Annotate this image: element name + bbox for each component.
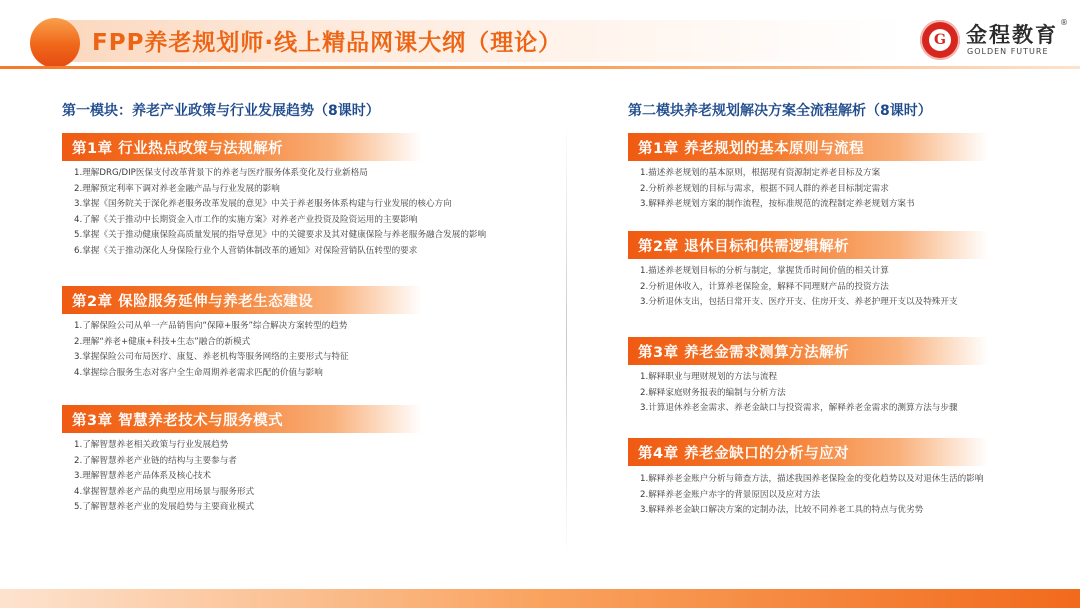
module2-chapter3-list (640, 370, 958, 417)
list-item: 2.解释家庭财务报表的编制与分析方法 (640, 387, 786, 398)
footer-band (0, 589, 1080, 608)
list-item: 2.分析养老规划的目标与需求，根据不同人群的养老目标制定需求 (640, 183, 889, 194)
column-divider (566, 120, 567, 560)
module2-chapter2-header (628, 231, 988, 259)
chapter-title: 第1章 行业热点政策与法规解析 (72, 141, 284, 157)
module1-chapter3-list (74, 438, 254, 516)
module2-chapter2-list (640, 264, 958, 311)
registered-mark: ® (1060, 18, 1068, 27)
module1-chapter1-list (74, 166, 486, 260)
list-item: 3.计算退休养老金需求、养老金缺口与投资需求，解释养老金需求的测算方法与步骤 (640, 403, 958, 414)
brand-seal-icon (920, 20, 960, 60)
module1-chapter2-list (74, 319, 349, 381)
list-item: 5.掌握《关于推动健康保险高质量发展的指导意见》中的关键要求及其对健康保险与养老服务融合发展的影响 (74, 230, 487, 241)
list-item: 1.了解保险公司从单一产品销售向“保障+服务”综合解决方案转型的趋势 (74, 321, 348, 331)
list-item: 3.理解智慧养老产品体系及核心技术 (74, 471, 212, 482)
list-item: 1.描述养老规划目标的分析与制定，掌握货币时间价值的相关计算 (640, 266, 889, 276)
list-item: 2.解释养老金账户赤字的背景原因以及应对方法 (640, 489, 821, 500)
list-item: 3.解释养老规划方案的制作流程，按标准规范的流程制定养老规划方案书 (640, 199, 915, 210)
list-item: 2.理解“养老+健康+科技+生态”融合的新模式 (74, 336, 251, 347)
list-item: 2.了解智慧养老产业链的结构与主要参与者 (74, 455, 237, 466)
page-title: FPP养老规划师·线上精品网课大纲（理论） (92, 30, 563, 56)
module1-chapter3-header (62, 405, 422, 433)
list-item: 1.描述养老规划的基本原则，根据现有资源制定养老目标及方案 (640, 168, 881, 178)
list-item: 1.解释职业与理财规划的方法与流程 (640, 372, 778, 382)
list-item: 3.掌握《国务院关于深化养老服务改革发展的意见》中关于养老服务体系构建与行业发展的核心方向 (74, 199, 452, 210)
module2-chapter4-header (628, 438, 988, 466)
list-item: 3.分析退休支出，包括日常开支、医疗开支、住房开支、养老护理开支以及特殊开支 (640, 297, 958, 308)
module1-chapter1-header (62, 133, 422, 161)
list-item: 6.掌握《关于推动深化人身保险行业个人营销体制改革的通知》对保险营销队伍转型的要求 (74, 245, 418, 256)
list-item: 3.解释养老金缺口解决方案的定制办法，比较不同养老工具的特点与优劣势 (640, 505, 924, 516)
brand-name-cn: 金程教育 (966, 23, 1058, 47)
chapter-title: 第3章 智慧养老技术与服务模式 (72, 413, 284, 429)
list-item: 1.理解DRG/DIP医保支付改革背景下的养老与医疗服务体系变化及行业新格局 (74, 168, 368, 178)
chapter-title: 第4章 养老金缺口的分析与应对 (638, 446, 850, 462)
header-divider (0, 66, 1080, 69)
chapter-title: 第3章 养老金需求测算方法解析 (638, 345, 850, 361)
list-item: 1.了解智慧养老相关政策与行业发展趋势 (74, 440, 229, 450)
list-item: 1.解释养老金账户分析与筛查方法，描述我国养老保险金的变化趋势以及对退休生活的影响 (640, 474, 984, 484)
module2-chapter1-list (640, 166, 915, 213)
brand-logo (920, 18, 1070, 62)
list-item: 2.分析退休收入，计算养老保险金，解释不同理财产品的投资方法 (640, 281, 889, 292)
brand-seal-mark: G (929, 29, 951, 51)
list-item: 4.了解《关于推动中长期资金入市工作的实施方案》对养老产业投资及险资运用的主要影响 (74, 214, 418, 225)
module1-chapter2-header (62, 286, 422, 314)
chapter-title: 第1章 养老规划的基本原则与流程 (638, 141, 865, 157)
chapter-title: 第2章 保险服务延伸与养老生态建设 (72, 294, 314, 310)
module2-chapter4-list (640, 472, 983, 519)
sun-icon (30, 18, 80, 68)
list-item: 4.掌握智慧养老产品的典型应用场景与服务形式 (74, 486, 255, 497)
module1-title: 第一模块：养老产业政策与行业发展趋势（8课时） (62, 103, 380, 119)
list-item: 4.掌握综合服务生态对客户全生命周期养老需求匹配的价值与影响 (74, 367, 323, 378)
list-item: 2.理解预定利率下调对养老金融产品与行业发展的影响 (74, 183, 280, 194)
module2-chapter3-header (628, 337, 988, 365)
module2-chapter1-header (628, 133, 988, 161)
chapter-title: 第2章 退休目标和供需逻辑解析 (638, 239, 850, 255)
brand-name-en: GOLDEN FUTURE (967, 47, 1049, 56)
module2-title: 第二模块养老规划解决方案全流程解析（8课时） (628, 103, 932, 119)
list-item: 3.掌握保险公司布局医疗、康复、养老机构等服务网络的主要形式与特征 (74, 352, 349, 363)
list-item: 5.了解智慧养老产业的发展趋势与主要商业模式 (74, 502, 255, 513)
